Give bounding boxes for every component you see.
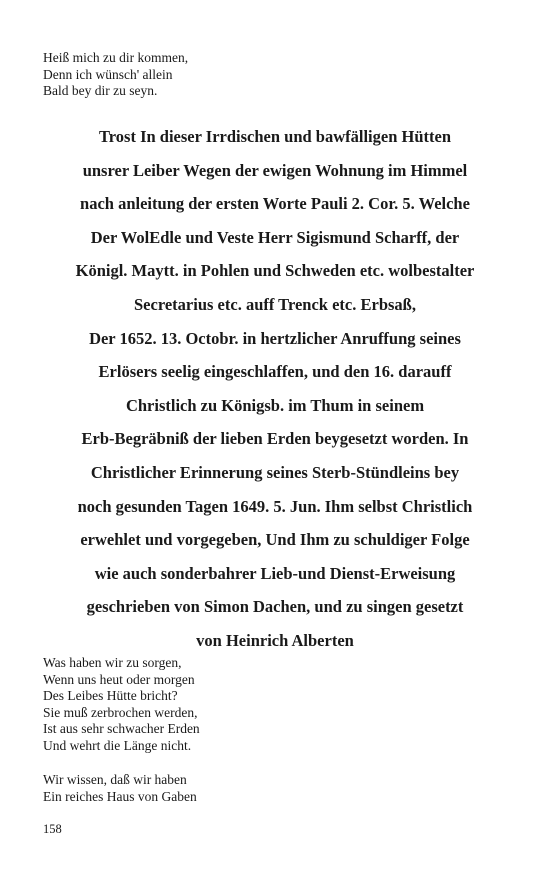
verse-line: Sie muß zerbrochen werden, (43, 704, 198, 720)
heading-line: Christlich zu Königsb. im Thum in seinem (125, 395, 425, 415)
heading-line: Erlösers seelig eingeschlaffen, und den 16. darauff (98, 362, 452, 382)
page-number: 158 (43, 822, 62, 836)
verse-line: Des Leibes Hütte bricht? (43, 688, 178, 703)
verse-line: Ist aus sehr schwacher Erden (43, 721, 200, 736)
verse-stanza-2 (43, 772, 197, 805)
heading-line: nach anleitung der ersten Worte Pauli 2. Cor. 5. Welche (80, 194, 470, 214)
heading-line: geschrieben von Simon Dachen, und zu singen gesetzt (86, 597, 464, 617)
verse-line: Ein reiches Haus von Gaben (43, 788, 197, 804)
heading-line: Der 1652. 13. Octobr. in hertzlicher Anruffung seines (89, 328, 461, 348)
heading-line: erwehlet und vorgegeben, Und Ihm zu schuldiger Folge (80, 530, 470, 550)
verse-line: Bald bey dir zu seyn. (43, 83, 158, 98)
heading-line: Der WolEdle und Veste Herr Sigismund Scharff, der (90, 227, 460, 247)
verse-line: Wenn uns heut oder morgen (43, 671, 195, 687)
verse-top (43, 50, 188, 100)
heading-line: Christlicher Erinnerung seines Sterb-Stündleins bey (90, 462, 460, 482)
heading-line: Königl. Maytt. in Pohlen und Schweden etc. wolbestalter (75, 261, 475, 281)
heading-line: von Heinrich Alberten (196, 630, 354, 650)
heading-line: Erb-Begräbniß der lieben Erden beygesetzt worden. In (81, 429, 469, 449)
poem-heading (30, 120, 520, 658)
heading-line: Secretarius etc. auff Trenck etc. Erbsaß, (134, 294, 416, 314)
heading-line: unsrer Leiber Wegen der ewigen Wohnung im Himmel (82, 160, 468, 180)
verse-line: Wir wissen, daß wir haben (43, 772, 187, 787)
heading-line: Trost In dieser Irrdischen und bawfälligen Hütten (98, 127, 452, 146)
heading-line: noch gesunden Tagen 1649. 5. Jun. Ihm selbst Christlich (77, 496, 473, 516)
verse-line: Heiß mich zu dir kommen, (43, 50, 189, 65)
verse-line: Denn ich wünsch' allein (43, 66, 173, 82)
verse-line: Und wehrt die Länge nicht. (43, 737, 192, 753)
verse-stanza-1 (43, 655, 200, 754)
verse-line: Was haben wir zu sorgen, (43, 655, 182, 670)
heading-line: wie auch sonderbahrer Lieb-und Dienst-Erweisung (94, 563, 456, 583)
